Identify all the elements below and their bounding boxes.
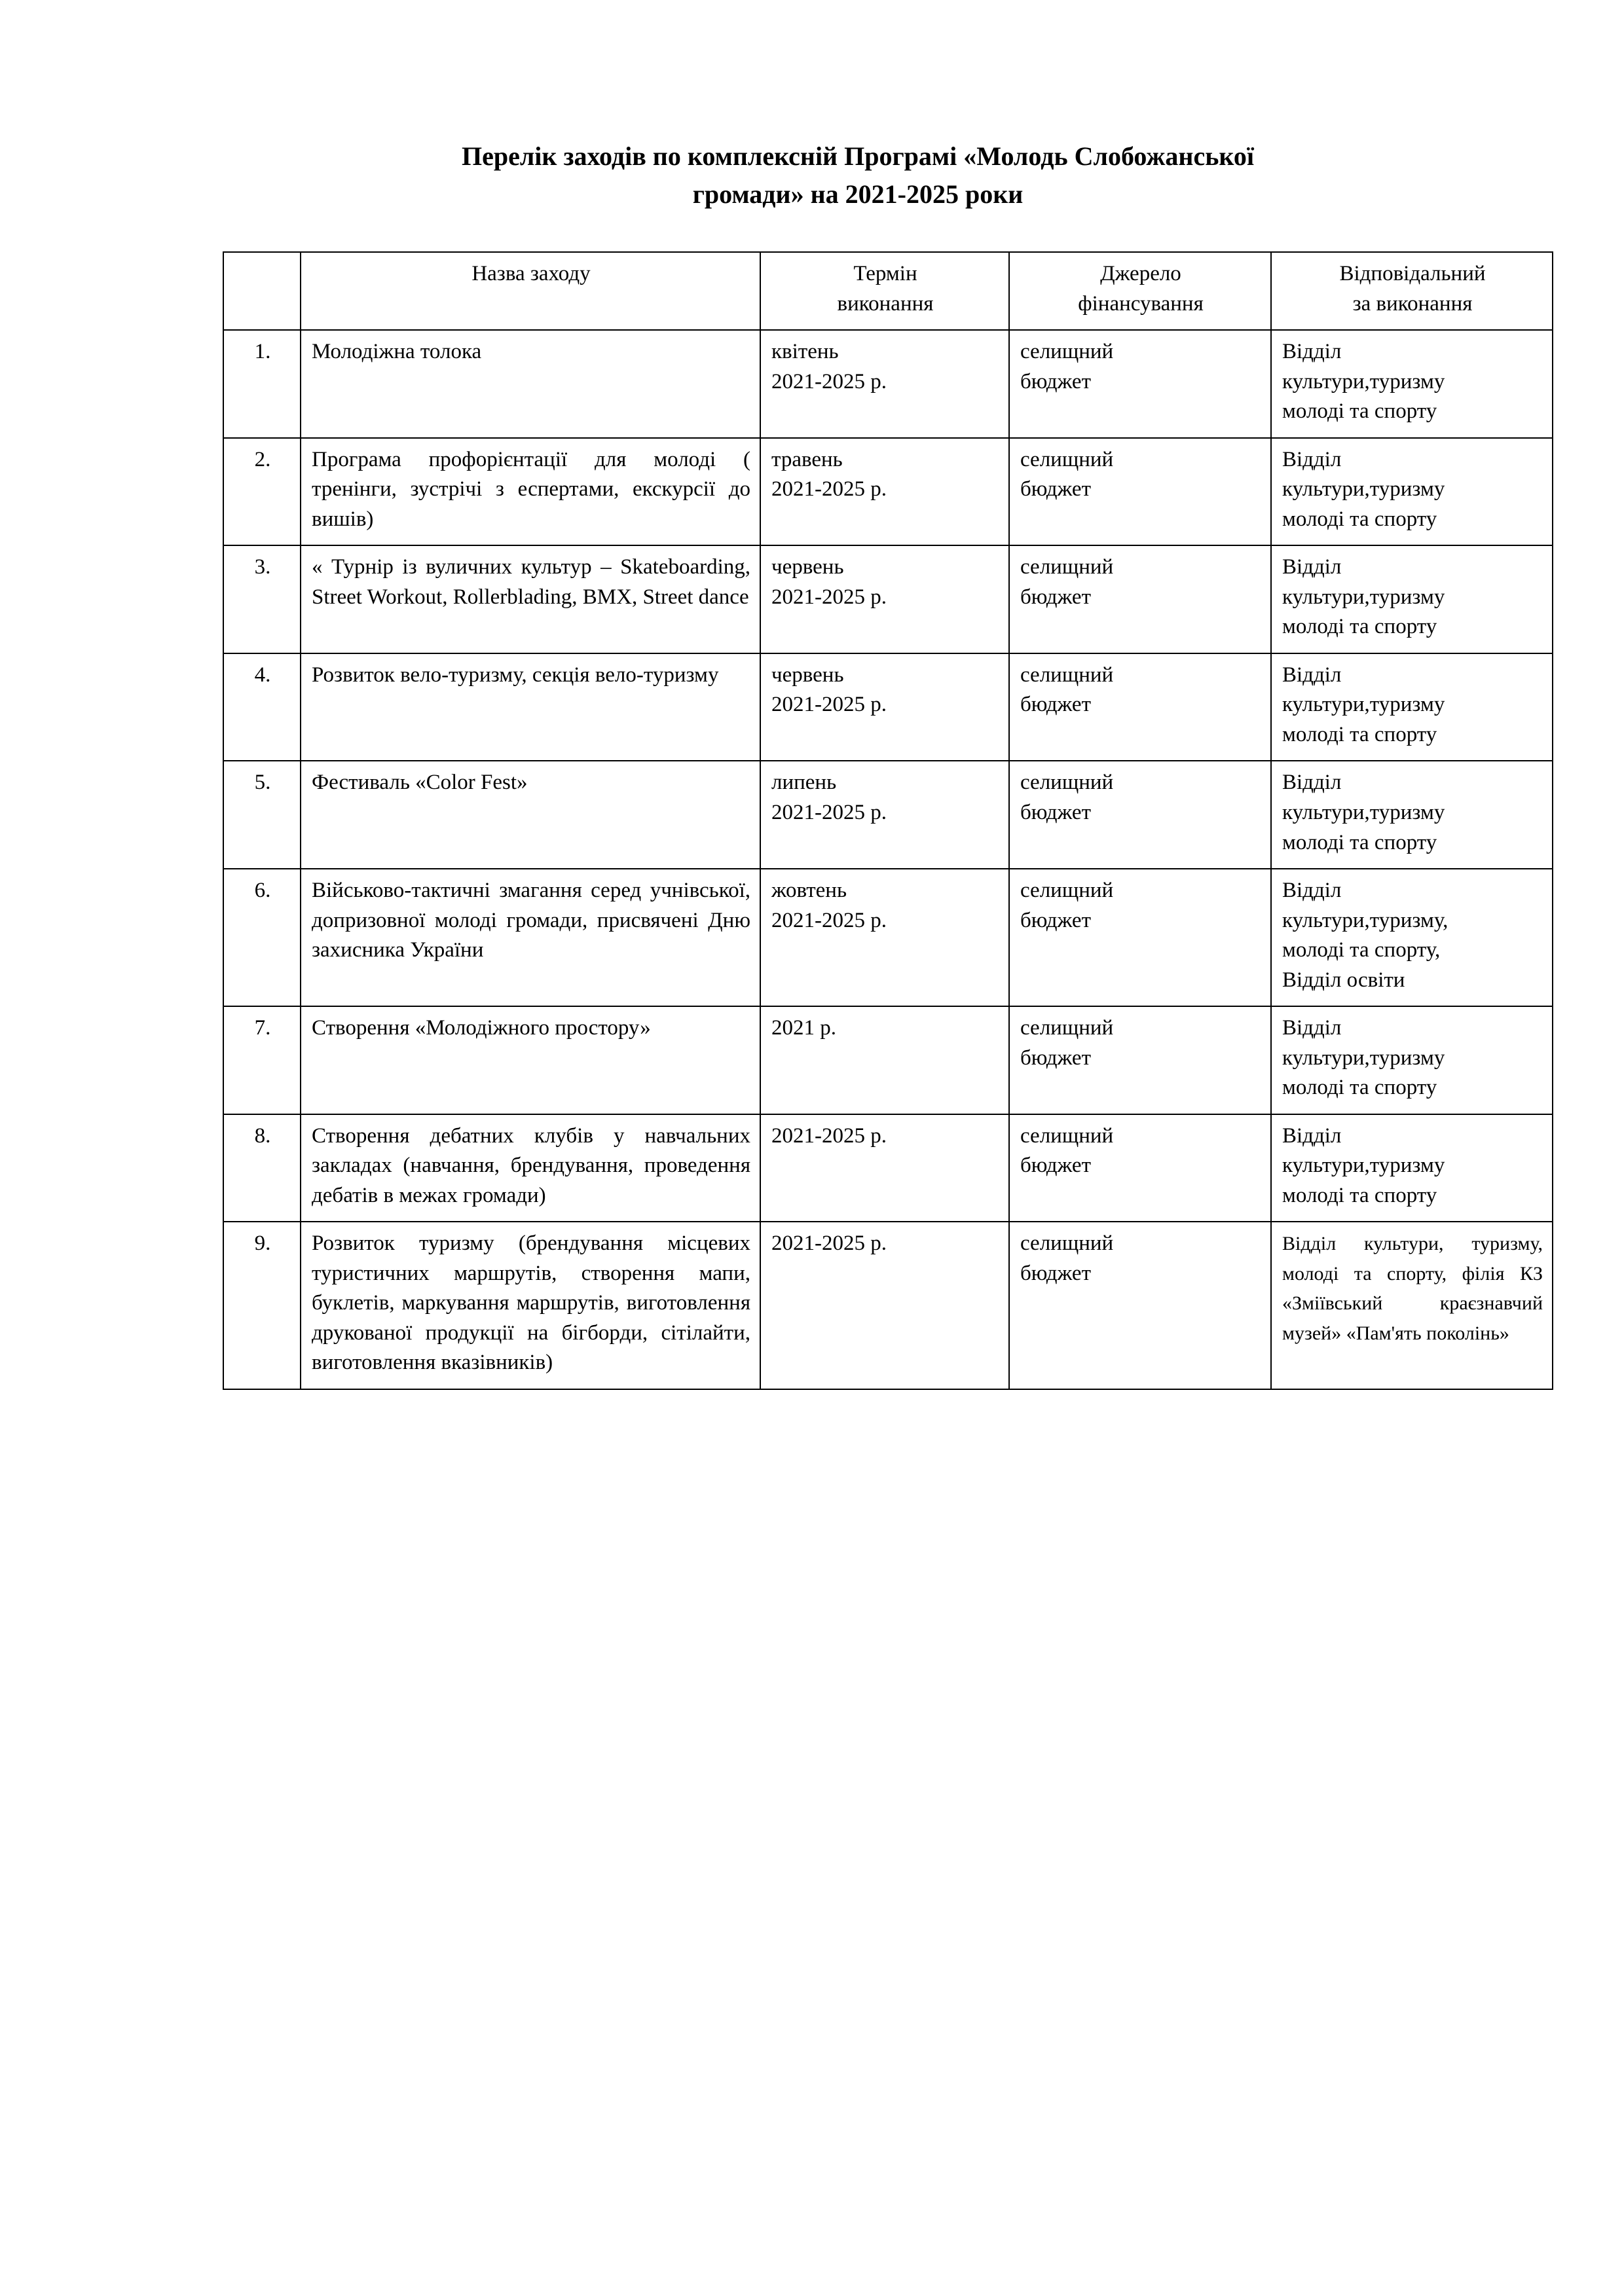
table-row [223,1222,1553,1389]
row-measure-name: « Турнір із вуличних культур – Skateboarding, Street Workout, Rollerblading, BMX, Street dance [301,545,760,653]
table-row [223,545,1553,653]
row-term-line: 2021-2025 р. [771,908,887,932]
row-funding-source [1009,1006,1271,1114]
table-row [223,653,1553,761]
row-responsible-line: Відділ [1282,879,1342,903]
row-term [760,438,1009,546]
row-funding-source [1009,761,1271,869]
row-responsible-line: молоді та спорту [1282,830,1437,854]
row-responsible-line: молоді та спорту [1282,1076,1437,1100]
row-responsible-line: Відділ [1282,340,1342,364]
row-number: 2. [223,438,301,546]
row-responsible-line: молоді та спорту [1282,722,1437,746]
row-term [760,1114,1009,1222]
row-source-line: селищний [1020,447,1114,471]
row-source-line: селищний [1020,663,1114,687]
row-responsible-line: молоді та спорту, [1282,938,1441,962]
measures-table [223,251,1553,1390]
row-source-line: бюджет [1020,1261,1091,1285]
row-responsible-line: Відділ [1282,663,1342,687]
row-funding-source [1009,653,1271,761]
row-measure-name: Створення «Молодіжного простору» [301,1006,760,1114]
row-term-line: 2021 р. [771,1016,836,1040]
row-measure-name: Фестиваль «Color Fest» [301,761,760,869]
table-header-row [223,252,1553,330]
row-term [760,1006,1009,1114]
column-header-num [223,252,301,330]
row-responsible [1271,545,1553,653]
page-title-line-1: Перелік заходів по комплексній Програмі «Молодь Слобожанської [461,141,1255,171]
row-term-line: червень [771,555,844,579]
row-responsible-line: культури,туризму, [1282,908,1449,932]
row-responsible-line: молоді та спорту [1282,399,1437,424]
column-header-source-line1: Джерело [1100,262,1181,285]
row-source-line: селищний [1020,1016,1114,1040]
row-term-line: 2021-2025 р. [771,585,887,609]
column-header-source [1009,252,1271,330]
row-term-line: 2021-2025 р. [771,1123,887,1148]
row-funding-source [1009,1222,1271,1389]
row-term-line: червень [771,663,844,687]
page-title [347,137,1369,213]
row-responsible [1271,438,1553,546]
row-source-line: селищний [1020,555,1114,579]
row-responsible-line: культури,туризму [1282,477,1445,501]
column-header-term-line1: Термін [853,262,917,285]
row-number: 1. [223,330,301,438]
row-term-line: травень [771,447,843,471]
column-header-term-line2: виконання [837,291,934,316]
row-responsible-line: молоді та спорту [1282,507,1437,531]
row-source-line: селищний [1020,771,1114,795]
table-row [223,1006,1553,1114]
row-term [760,869,1009,1006]
row-responsible-line: Відділ [1282,447,1342,471]
row-funding-source [1009,330,1271,438]
column-header-term [760,252,1009,330]
row-funding-source [1009,545,1271,653]
row-responsible-line: культури,туризму [1282,585,1445,609]
row-measure-name: Програма профорієнтації для молоді ( тренінги, зустрічі з еспертами, екскурсії до вишів) [301,438,760,546]
row-term-line: квітень [771,340,839,364]
row-source-line: бюджет [1020,908,1091,932]
row-term [760,330,1009,438]
row-source-line: бюджет [1020,477,1091,501]
row-funding-source [1009,1114,1271,1222]
column-header-resp-line2: за виконання [1352,291,1473,316]
column-header-resp [1271,252,1553,330]
row-number: 5. [223,761,301,869]
row-source-line: бюджет [1020,585,1091,609]
row-number: 8. [223,1114,301,1222]
table-header [223,252,1553,330]
column-header-source-line2: фінансування [1078,291,1204,316]
row-term-line: 2021-2025 р. [771,369,887,393]
row-measure-name: Розвиток вело-туризму, секція вело-туризму [301,653,760,761]
table-row [223,330,1553,438]
row-measure-name: Молодіжна толока [301,330,760,438]
row-responsible-line: Відділ [1282,1123,1342,1148]
row-term-line: жовтень [771,879,847,903]
row-responsible [1271,1006,1553,1114]
row-source-line: бюджет [1020,1046,1091,1070]
row-responsible-line: культури,туризму [1282,693,1445,717]
row-responsible-line: молоді та спорту [1282,1183,1437,1207]
row-source-line: селищний [1020,879,1114,903]
row-funding-source [1009,438,1271,546]
row-measure-name: Військово-тактичні змагання серед учнівської, допризовної молоді громади, присвячені Дню захисника України [301,869,760,1006]
row-term-line: 2021-2025 р. [771,800,887,824]
row-responsible [1271,330,1553,438]
row-responsible [1271,1114,1553,1222]
row-funding-source [1009,869,1271,1006]
row-number: 4. [223,653,301,761]
table-row [223,1114,1553,1222]
row-source-line: селищний [1020,1123,1114,1148]
row-responsible-line: культури,туризму [1282,1154,1445,1178]
row-term-line: 2021-2025 р. [771,477,887,501]
row-term [760,761,1009,869]
row-responsible-line: Відділ [1282,1016,1342,1040]
row-source-line: селищний [1020,340,1114,364]
row-responsible-line: Відділ освіти [1282,968,1405,992]
row-responsible-line: Відділ культури, туризму, молоді та спорту, філія КЗ «Зміївський краєзнавчий музей» «Пам'ять поколінь» [1282,1233,1543,1344]
row-number: 6. [223,869,301,1006]
column-header-resp-line1: Відповідальний [1339,262,1486,285]
column-header-name: Назва заходу [301,252,760,330]
row-source-line: бюджет [1020,369,1091,393]
row-term [760,653,1009,761]
row-number: 7. [223,1006,301,1114]
row-term-line: 2021-2025 р. [771,1231,887,1256]
row-source-line: бюджет [1020,693,1091,717]
row-source-line: бюджет [1020,800,1091,824]
row-responsible-line: культури,туризму [1282,1046,1445,1070]
row-number: 9. [223,1222,301,1389]
row-responsible [1271,1222,1553,1389]
row-responsible-line: культури,туризму [1282,369,1445,393]
row-source-line: селищний [1020,1231,1114,1256]
row-term [760,545,1009,653]
row-responsible [1271,869,1553,1006]
table-row [223,438,1553,546]
page-title-line-2: громади» на 2021-2025 роки [692,179,1024,209]
row-responsible-line: молоді та спорту [1282,615,1437,639]
row-measure-name: Розвиток туризму (брендування місцевих туристичних маршрутів, створення мапи, буклетів, маркування маршрутів, виготовлення друкованої продукції на бігборди, сітілайти, виготовлення вказівників) [301,1222,760,1389]
row-number: 3. [223,545,301,653]
table-row [223,761,1553,869]
row-term [760,1222,1009,1389]
row-responsible-line: Відділ [1282,555,1342,579]
row-responsible-line: Відділ [1282,771,1342,795]
row-term-line: липень [771,771,837,795]
row-responsible-line: культури,туризму [1282,800,1445,824]
row-source-line: бюджет [1020,1154,1091,1178]
row-responsible [1271,761,1553,869]
table-row [223,869,1553,1006]
row-measure-name: Створення дебатних клубів у навчальних закладах (навчання, брендування, проведення дебатів в межах громади) [301,1114,760,1222]
row-term-line: 2021-2025 р. [771,693,887,717]
table-body [223,330,1553,1389]
row-responsible [1271,653,1553,761]
